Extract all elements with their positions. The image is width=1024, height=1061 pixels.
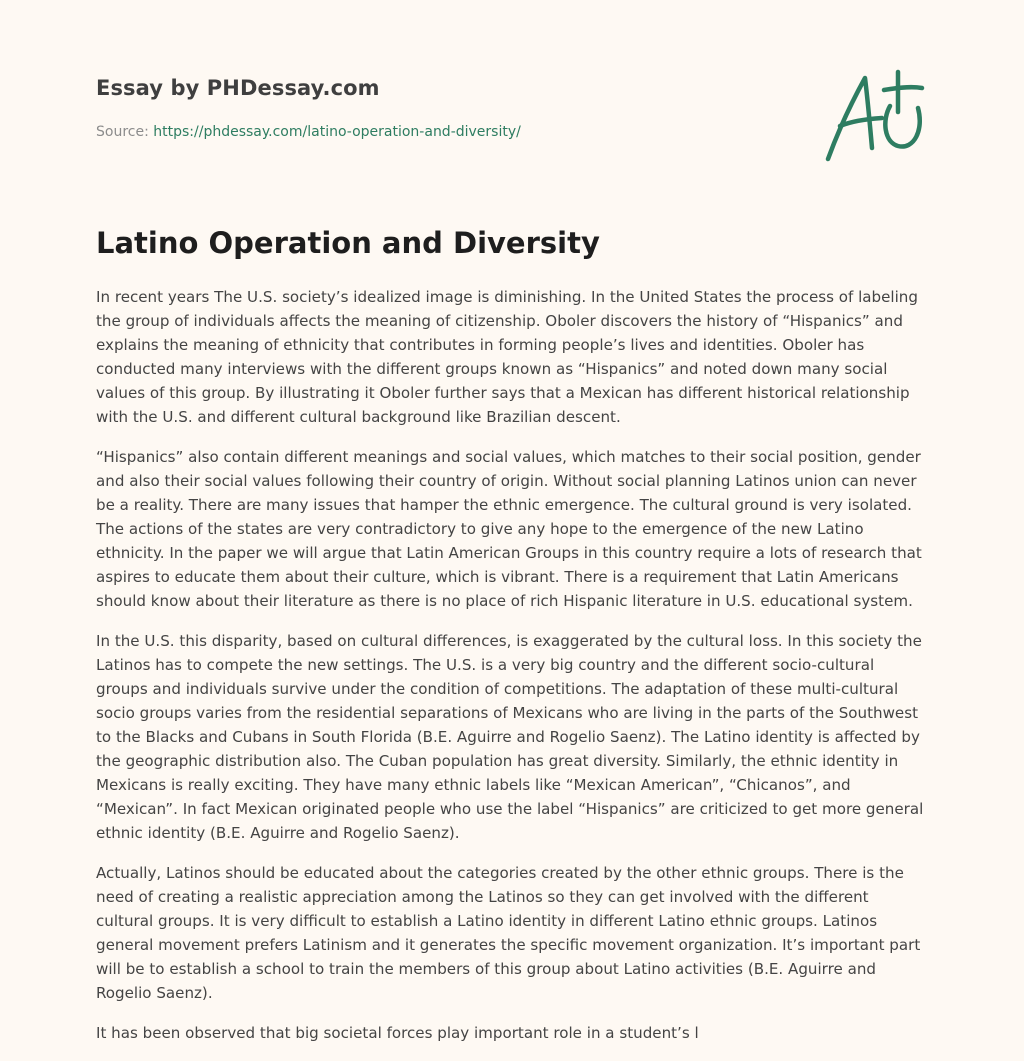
essay-paragraph: It has been observed that big societal forces play important role in a student’s l xyxy=(96,1024,699,1042)
essay-body xyxy=(96,285,928,1061)
essay-paragraph: In the U.S. this disparity, based on cultural differences, is exaggerated by the cultural loss. In this society the Latinos has to compete the new settings. The U.S. is a very big country and the different socio-cultural groups and individuals survive under the condition of competitions. The adaptation of these multi-cultural socio groups varies from the residential separations of Mexicans who are living in the parts of the Southwest to the Blacks and Cubans in South Florida (B.E. Aguirre and Rogelio Saenz). The Latino identity is affected by the geographic distribution also. The Cuban population has great diversity. Similarly, the ethnic identity in Mexicans is really exciting. They have many ethnic labels like “Mexican American”, “Chicanos”, and “Mexican”. In fact Mexican originated people who use the label “Hispanics” are criticized to get more general ethnic identity (B.E. Aguirre and Rogelio Saenz). xyxy=(96,632,924,842)
essay-paragraph: “Hispanics” also contain different meanings and social values, which matches to their social position, gender and also their social values following their country of origin. Without social planning Latinos union can never be a reality. There are many issues that hamper the ethnic emergence. The cultural ground is very isolated. The actions of the states are very contradictory to give any hope to the emergence of the new Latino ethnicity. In the paper we will argue that Latin American Groups in this country require a lots of research that aspires to educate them about their culture, which is vibrant. There is a requirement that Latin Americans should know about their literature as there is no place of rich Hispanic literature in U.S. educational system. xyxy=(96,448,922,610)
site-brand: Essay by PHDessay.com xyxy=(96,76,380,100)
source-label: Source: xyxy=(96,124,154,140)
essay-paragraph: Actually, Latinos should be educated about the categories created by the other ethnic groups. There is the need of creating a realistic appreciation among the Latinos so they can get involved with the different cultural groups. It is very difficult to establish a Latino identity in different Latino ethnic groups. Latinos general movement prefers Latinism and it generates the specific movement organization. It’s important part will be to establish a school to train the members of this group about Latino activities (B.E. Aguirre and Rogelio Saenz). xyxy=(96,864,921,1002)
source-link[interactable]: https://phdessay.com/latino-operation-and-diversity/ xyxy=(153,124,521,140)
essay-title: Latino Operation and Diversity xyxy=(96,226,600,260)
essay-paragraph: In recent years The U.S. society’s idealized image is diminishing. In the United States the process of labeling the group of individuals affects the meaning of citizenship. Oboler discovers the history of “Hispanics” and explains the meaning of ethnicity that contributes in forming people’s lives and identities. Oboler has conducted many interviews with the different groups known as “Hispanics” and noted down many social values of this group. By illustrating it Oboler further says that a Mexican has different historical relationship with the U.S. and different cultural background like Brazilian descent. xyxy=(96,288,918,426)
a-plus-logo-icon xyxy=(818,66,928,166)
source-line xyxy=(96,124,521,140)
